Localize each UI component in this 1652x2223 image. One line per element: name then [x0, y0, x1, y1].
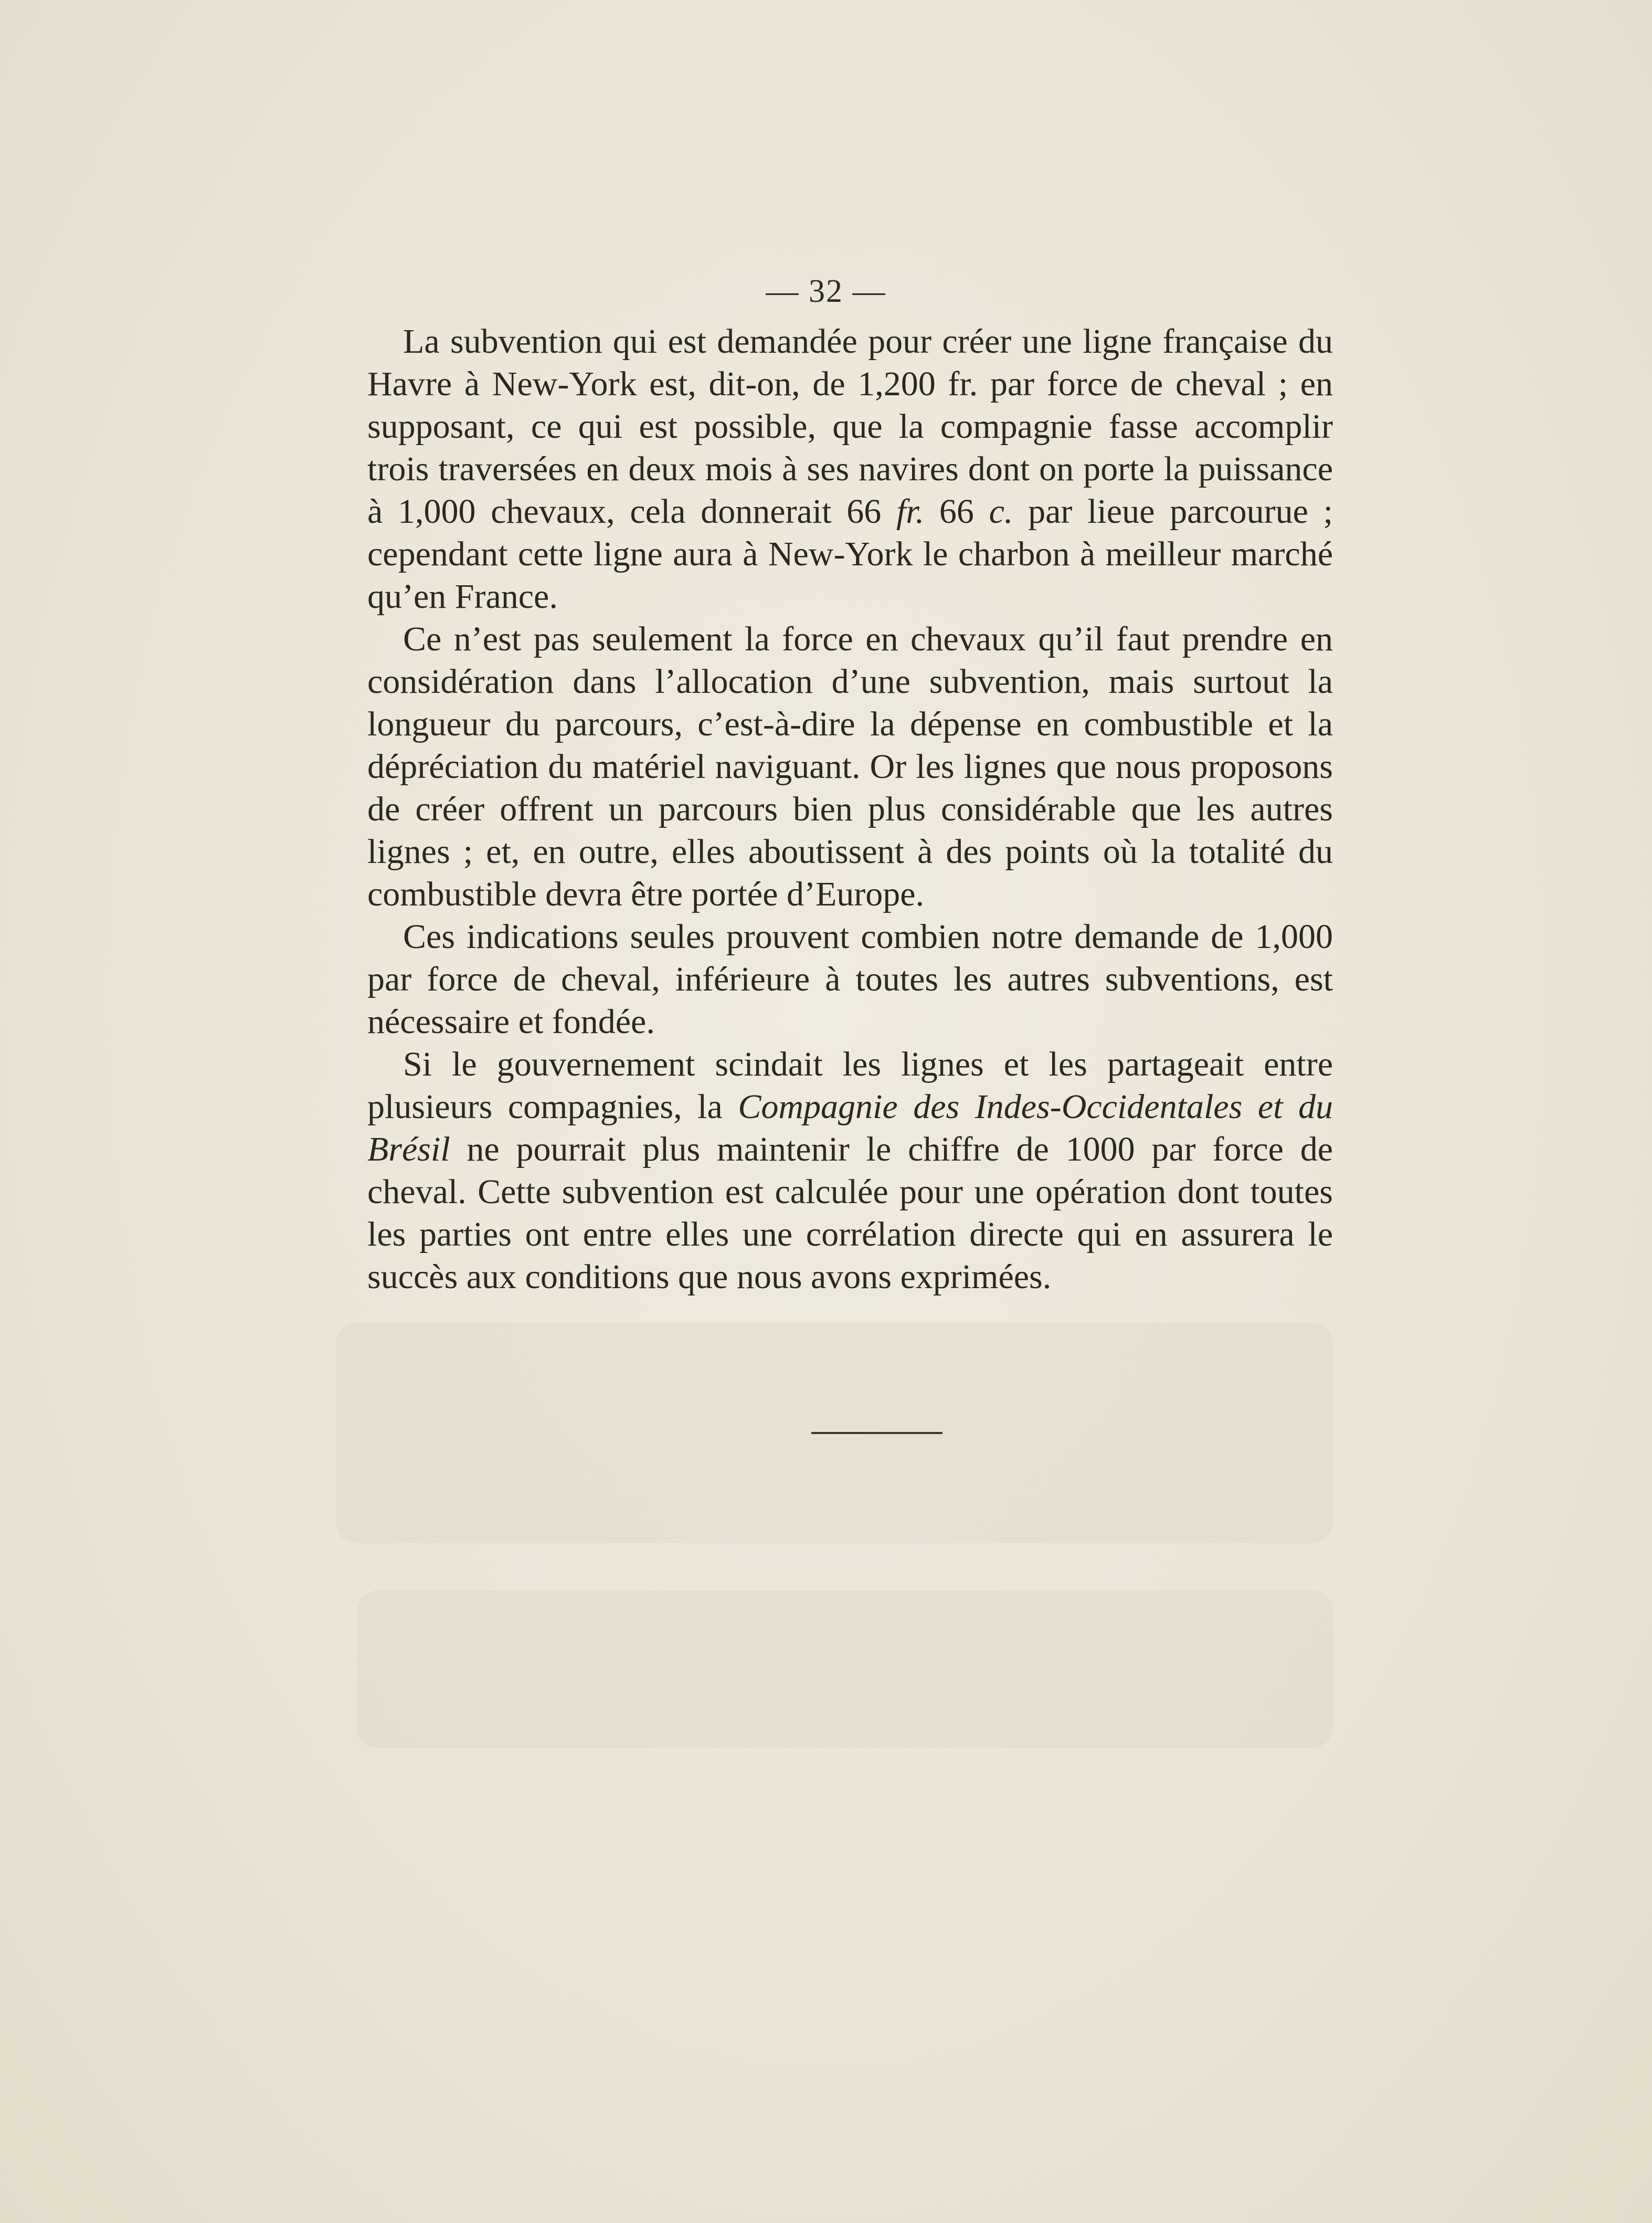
paragraph-4-text: Si le gouvernement scindait les lignes et les partageait entre plusieurs compagnies, la: [367, 1045, 1333, 1126]
paragraph-3: Ces indications seules prouvent combien notre demande de 1,000 par force de cheval, inférieure à toutes les autres subventions, est nécessaire et fondée.: [367, 918, 1333, 1041]
page-number: — 32 —: [766, 273, 886, 309]
paragraph-1-italic-fr: fr.: [896, 492, 925, 531]
bleed-through-shadow: [357, 1590, 1333, 1748]
paragraph-2: Ce n’est pas seulement la force en chevaux qu’il faut prendre en considération dans l’allocation d’une subvention, mais surtout la longueur du parcours, c’est-à-dire la dépense en combustible et la dépréciation du matériel naviguant. Or les lignes que nous proposons de créer offrent un parcours bien plus considérable que les autres lignes ; et, en outre, elles aboutissent à des points où la totalité du combustible devra être portée d’Europe.: [367, 620, 1333, 913]
end-rule-divider: [811, 1432, 943, 1434]
paragraph-1-tail: par lieue parcourue ; cependant cette ligne aura à New-York le charbon à meilleur marché qu’en France.: [367, 492, 1333, 616]
paragraph-1-mid: 66: [924, 492, 989, 531]
body-text: [367, 320, 1333, 1298]
paragraph-1-text: La subvention qui est demandée pour créer une ligne française du Havre à New-York est, dit-on, de 1,200 fr. par force de cheval ; en supposant, ce qui est possible, que la compagnie fasse accomplir trois traversées en deux mois à ses navires dont on porte la puissance à 1,000 chevaux, cela donnerait 66: [367, 322, 1333, 531]
paragraph-4: [367, 1043, 1333, 1298]
paragraph-1-italic-c: c.: [989, 492, 1013, 531]
paragraph-1: [367, 320, 1333, 618]
company-name: Compagnie des Indes-Occidentales et du Brésil: [367, 1088, 1333, 1168]
paragraph-4-tail: ne pourrait plus maintenir le chiffre de 1000 par force de cheval. Cette subvention est calculée pour une opération dont toutes les parties ont entre elles une corrélation directe qui en assurera le succès aux conditions que nous avons exprimées.: [367, 1130, 1333, 1296]
